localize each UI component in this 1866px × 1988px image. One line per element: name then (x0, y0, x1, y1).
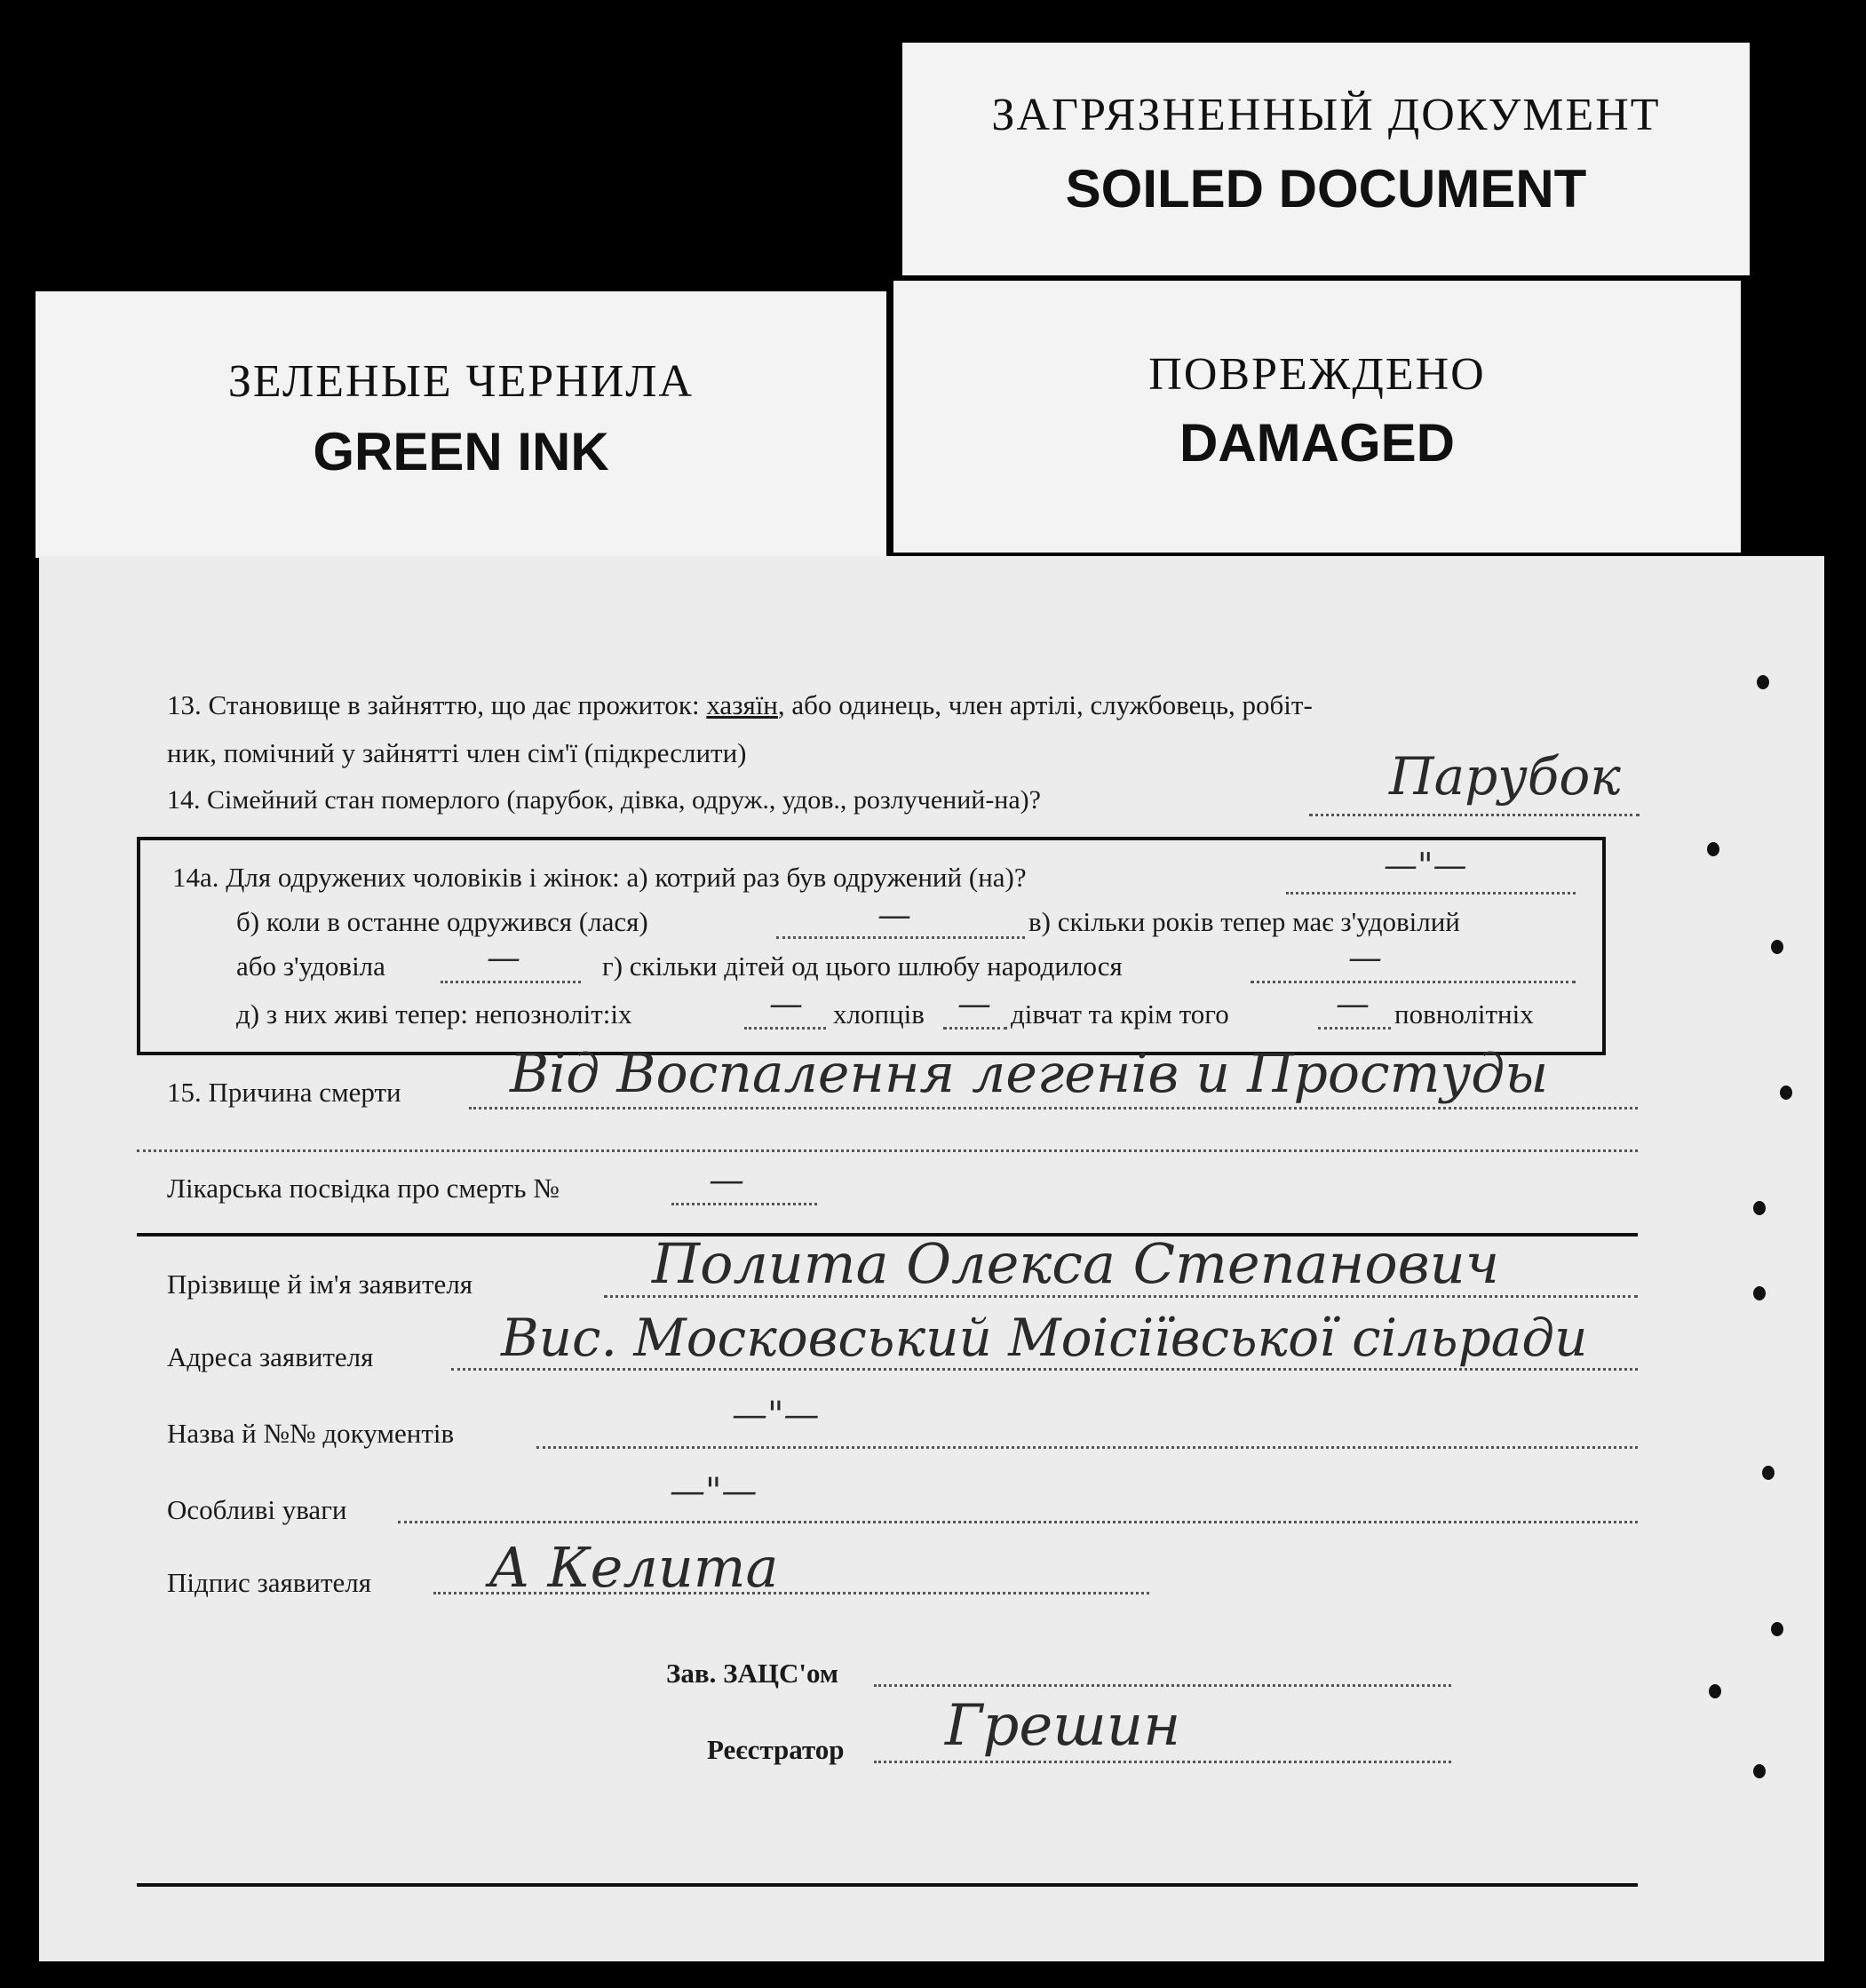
applicant-name-value: Полита Олекса Степанович (652, 1231, 1500, 1296)
q15-label: 15. Причина смерти (167, 1077, 401, 1108)
q14a-b-value: — (877, 895, 911, 934)
q13-line2: ник, помічний у зайнятті член сім'ї (підкреслити) (167, 737, 747, 768)
q15-value: Від Воспалення легенів и Простуды (510, 1043, 1549, 1105)
applicant-address-value: Вис. Московський Моісіївської сільради (501, 1308, 1588, 1368)
q14a-d1-line (744, 1027, 826, 1030)
q14a-a-value: —"— (1384, 846, 1467, 885)
damaged-label-en: DAMAGED (1179, 413, 1455, 473)
q13-line1 (167, 689, 1313, 721)
q14a-box (137, 837, 1606, 1055)
q14a-d2-value: — (957, 984, 991, 1023)
green-ink-label (36, 291, 886, 558)
q14a-d3-label: дівчат та крім того (1011, 998, 1229, 1030)
applicant-address-label: Адреса заявителя (167, 1341, 374, 1372)
registrar-label: Реєстратор (707, 1734, 845, 1765)
q14a-b-line (776, 936, 1025, 939)
applicant-signature: А Келита (488, 1535, 779, 1600)
q14a-g-label: г) скільки дітей од цього шлюбу народилося (602, 950, 1123, 982)
medical-cert-line (671, 1203, 817, 1205)
q14a-d1-value: — (769, 984, 803, 1023)
q15-line-2 (137, 1149, 1638, 1152)
q13-text-b: , або одинець, член артілі, службовець, робіт- (777, 689, 1313, 720)
signature-label: Підпис заявителя (167, 1567, 371, 1598)
q14a-d4-label: повнолітніх (1394, 998, 1534, 1030)
q14a-b-label: б) коли в останне одружився (лася) (236, 906, 648, 937)
q14-fill-line (1309, 814, 1640, 816)
q14a-g-line (1251, 981, 1576, 983)
q14a-d3-value: — (1336, 984, 1370, 1023)
binding-hole (1753, 1764, 1766, 1778)
documents-value: —"— (732, 1395, 820, 1435)
binding-hole (1780, 1085, 1792, 1100)
applicant-address-line (451, 1368, 1638, 1371)
damaged-label (893, 281, 1741, 553)
binding-hole (1757, 675, 1769, 689)
documents-label: Назва й №№ документів (167, 1418, 455, 1449)
q15-line (469, 1107, 1638, 1109)
medical-cert-label: Лікарська посвідка про смерть № (167, 1173, 560, 1204)
q14a-v2-line (441, 981, 581, 983)
death-record-form (39, 556, 1824, 1961)
binding-hole (1707, 842, 1719, 856)
soiled-label-en: SOILED DOCUMENT (1065, 159, 1587, 219)
green-ink-label-en: GREEN INK (313, 422, 609, 481)
soiled-document-label (902, 43, 1750, 275)
q14a-a-line (1286, 892, 1576, 895)
head-of-registry-line (874, 1684, 1451, 1687)
registrar-signature: Грешин (945, 1693, 1181, 1759)
bottom-rule (137, 1883, 1638, 1887)
binding-hole (1771, 1622, 1783, 1636)
applicant-name-label: Прізвище й ім'я заявителя (167, 1268, 473, 1300)
notes-value: —"— (670, 1471, 758, 1512)
q14a-v-label: в) скільки років тепер має з'удовілий (1028, 906, 1460, 937)
q14-value: Парубок (1389, 746, 1621, 807)
binding-hole (1753, 1201, 1766, 1215)
q14a-d2-label: хлопців (833, 998, 925, 1030)
q14a-v2-value: — (487, 938, 520, 977)
q14a-a-label: 14а. Для одружених чоловіків і жінок: а) котрий раз був одружений (на)? (172, 862, 1027, 893)
q13-text-a: 13. Становище в зайняттю, що дає прожиток: (167, 689, 700, 720)
binding-hole (1771, 940, 1783, 954)
q14a-g-value: — (1348, 938, 1382, 977)
notes-label: Особливі уваги (167, 1494, 347, 1525)
q14a-d2-line (943, 1027, 1007, 1030)
notes-line (398, 1521, 1638, 1523)
damaged-label-ru: ПОВРЕЖДЕНО (1148, 349, 1486, 400)
binding-hole (1753, 1286, 1766, 1300)
q14a-d3-line (1318, 1027, 1391, 1030)
q13-selected: хазяїн (706, 689, 778, 720)
q14-label: 14. Сімейний стан померлого (парубок, дівка, одруж., удов., розлучений-на)? (167, 785, 1041, 815)
head-of-registry-label: Зав. ЗАЦС'ом (666, 1658, 838, 1689)
medical-cert-value: — (709, 1160, 744, 1201)
q14a-v2-label: або з'удовіла (236, 950, 385, 982)
documents-line (536, 1446, 1638, 1449)
q14a-d1-label: д) з них живі тепер: непозноліт:іх (236, 998, 632, 1030)
registrar-line (874, 1761, 1451, 1763)
binding-hole (1762, 1466, 1775, 1480)
binding-hole (1709, 1684, 1721, 1698)
soiled-label-ru: ЗАГРЯЗНЕННЫЙ ДОКУМЕНТ (991, 90, 1661, 140)
green-ink-label-ru: ЗЕЛЕНЫЕ ЧЕРНИЛА (227, 356, 695, 407)
